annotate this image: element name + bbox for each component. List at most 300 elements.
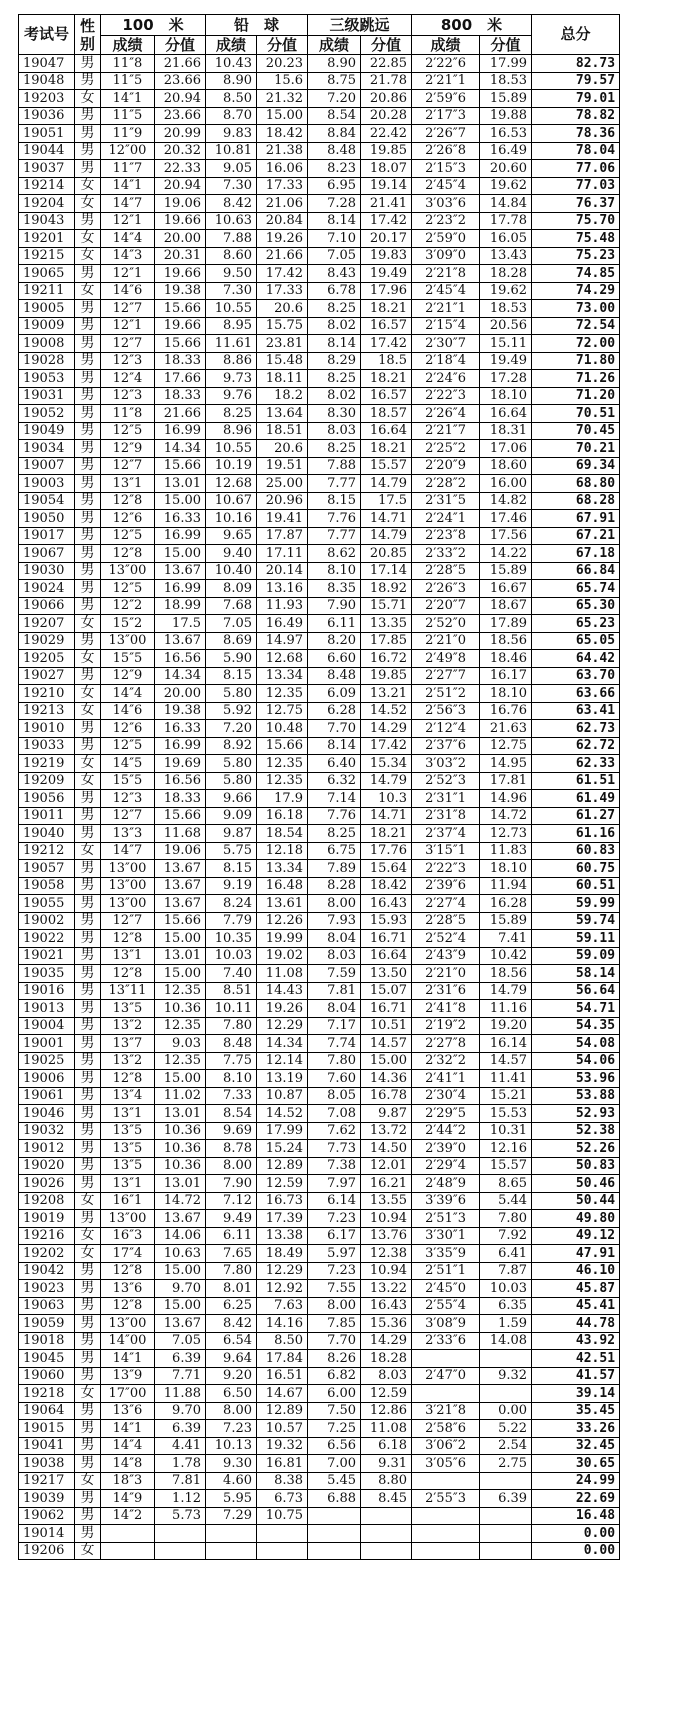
cell-r100: 14″1 bbox=[101, 90, 155, 108]
cell-sshot: 19.51 bbox=[257, 457, 308, 475]
cell-jump: 6.75 bbox=[308, 842, 361, 860]
cell-r800: 2′59″6 bbox=[412, 90, 480, 108]
cell-sjump: 14.71 bbox=[361, 510, 412, 528]
cell-shot: 9.19 bbox=[206, 877, 257, 895]
cell-r800: 2′21″0 bbox=[412, 632, 480, 650]
cell-sjump: 18.21 bbox=[361, 370, 412, 388]
cell-jump: 7.76 bbox=[308, 510, 361, 528]
cell-s100: 20.32 bbox=[155, 142, 206, 160]
cell-total: 59.99 bbox=[532, 895, 620, 913]
cell-r100: 12″7 bbox=[101, 807, 155, 825]
cell-sshot bbox=[257, 1542, 308, 1560]
cell-shot: 9.20 bbox=[206, 1367, 257, 1385]
cell-sex: 男 bbox=[75, 265, 101, 283]
table-row bbox=[19, 55, 620, 73]
cell-r100: 15″2 bbox=[101, 615, 155, 633]
cell-s800: 2.54 bbox=[480, 1437, 532, 1455]
cell-sjump: 14.79 bbox=[361, 772, 412, 790]
cell-id: 19020 bbox=[19, 1157, 75, 1175]
cell-r100: 12″5 bbox=[101, 527, 155, 545]
cell-s100: 13.01 bbox=[155, 1175, 206, 1193]
cell-r100: 12″8 bbox=[101, 965, 155, 983]
cell-sjump: 13.50 bbox=[361, 965, 412, 983]
cell-sex: 男 bbox=[75, 527, 101, 545]
cell-jump: 7.70 bbox=[308, 1332, 361, 1350]
cell-r100: 12″7 bbox=[101, 457, 155, 475]
header-100m: 100 米 bbox=[101, 15, 206, 36]
cell-shot: 6.50 bbox=[206, 1385, 257, 1403]
cell-sex: 女 bbox=[75, 1227, 101, 1245]
cell-id: 19021 bbox=[19, 947, 75, 965]
cell-sshot: 23.81 bbox=[257, 335, 308, 353]
cell-id: 19043 bbox=[19, 212, 75, 230]
cell-sex: 男 bbox=[75, 930, 101, 948]
cell-r100: 12″4 bbox=[101, 370, 155, 388]
cell-s100: 15.00 bbox=[155, 1070, 206, 1088]
cell-r800: 2′51″3 bbox=[412, 1210, 480, 1228]
cell-id: 19031 bbox=[19, 387, 75, 405]
table-row bbox=[19, 1035, 620, 1053]
cell-shot: 8.24 bbox=[206, 895, 257, 913]
cell-sshot: 17.99 bbox=[257, 1122, 308, 1140]
cell-sshot: 12.92 bbox=[257, 1280, 308, 1298]
cell-sshot: 18.42 bbox=[257, 125, 308, 143]
cell-r100: 11″5 bbox=[101, 107, 155, 125]
cell-r800: 2′23″8 bbox=[412, 527, 480, 545]
cell-jump: 6.88 bbox=[308, 1490, 361, 1508]
cell-shot: 9.73 bbox=[206, 370, 257, 388]
cell-id: 19014 bbox=[19, 1525, 75, 1543]
cell-total: 75.48 bbox=[532, 230, 620, 248]
cell-total: 44.78 bbox=[532, 1315, 620, 1333]
cell-s100: 13.67 bbox=[155, 1210, 206, 1228]
cell-s100: 15.66 bbox=[155, 807, 206, 825]
cell-s800 bbox=[480, 1350, 532, 1368]
cell-jump: 8.25 bbox=[308, 825, 361, 843]
cell-sex: 女 bbox=[75, 1385, 101, 1403]
cell-sex: 女 bbox=[75, 755, 101, 773]
cell-total: 79.57 bbox=[532, 72, 620, 90]
cell-shot: 5.80 bbox=[206, 772, 257, 790]
cell-s800: 2.75 bbox=[480, 1455, 532, 1473]
cell-sjump: 15.07 bbox=[361, 982, 412, 1000]
cell-shot: 8.00 bbox=[206, 1402, 257, 1420]
table-row bbox=[19, 702, 620, 720]
cell-shot: 8.42 bbox=[206, 195, 257, 213]
cell-r800: 2′31″5 bbox=[412, 492, 480, 510]
cell-s800: 14.57 bbox=[480, 1052, 532, 1070]
cell-sshot: 13.16 bbox=[257, 580, 308, 598]
cell-shot: 8.54 bbox=[206, 1105, 257, 1123]
cell-shot: 7.05 bbox=[206, 615, 257, 633]
cell-s800: 12.75 bbox=[480, 737, 532, 755]
cell-sjump: 18.07 bbox=[361, 160, 412, 178]
cell-s800: 11.16 bbox=[480, 1000, 532, 1018]
cell-s800: 11.94 bbox=[480, 877, 532, 895]
cell-r100: 11″9 bbox=[101, 125, 155, 143]
cell-s100: 19.66 bbox=[155, 265, 206, 283]
cell-total: 79.01 bbox=[532, 90, 620, 108]
cell-s800 bbox=[480, 1385, 532, 1403]
cell-shot: 10.16 bbox=[206, 510, 257, 528]
cell-shot: 10.63 bbox=[206, 212, 257, 230]
cell-sshot: 20.23 bbox=[257, 55, 308, 73]
cell-r800: 2′26″8 bbox=[412, 142, 480, 160]
cell-jump: 7.70 bbox=[308, 720, 361, 738]
cell-total: 52.93 bbox=[532, 1105, 620, 1123]
cell-sshot: 20.96 bbox=[257, 492, 308, 510]
cell-s800: 17.06 bbox=[480, 440, 532, 458]
cell-sex: 男 bbox=[75, 160, 101, 178]
cell-sjump: 21.78 bbox=[361, 72, 412, 90]
cell-shot: 8.42 bbox=[206, 1315, 257, 1333]
cell-total: 56.64 bbox=[532, 982, 620, 1000]
cell-r800: 2′26″3 bbox=[412, 580, 480, 598]
cell-total: 67.18 bbox=[532, 545, 620, 563]
cell-s100: 16.99 bbox=[155, 527, 206, 545]
cell-total: 45.41 bbox=[532, 1297, 620, 1315]
cell-id: 19038 bbox=[19, 1455, 75, 1473]
cell-r100: 13″5 bbox=[101, 1000, 155, 1018]
cell-shot: 7.79 bbox=[206, 912, 257, 930]
cell-r100: 18″3 bbox=[101, 1472, 155, 1490]
cell-id: 19008 bbox=[19, 335, 75, 353]
table-row bbox=[19, 125, 620, 143]
cell-shot: 7.40 bbox=[206, 965, 257, 983]
cell-jump: 8.62 bbox=[308, 545, 361, 563]
cell-sex: 男 bbox=[75, 1350, 101, 1368]
cell-shot: 7.80 bbox=[206, 1017, 257, 1035]
table-row bbox=[19, 1367, 620, 1385]
table-row bbox=[19, 317, 620, 335]
cell-total: 67.91 bbox=[532, 510, 620, 528]
cell-sshot: 7.63 bbox=[257, 1297, 308, 1315]
cell-r100: 12″5 bbox=[101, 737, 155, 755]
cell-s100: 22.33 bbox=[155, 160, 206, 178]
cell-total: 50.46 bbox=[532, 1175, 620, 1193]
cell-id: 19009 bbox=[19, 317, 75, 335]
table-row bbox=[19, 720, 620, 738]
cell-sshot: 14.97 bbox=[257, 632, 308, 650]
cell-s800 bbox=[480, 1525, 532, 1543]
cell-id: 19047 bbox=[19, 55, 75, 73]
cell-r800: 3′30″1 bbox=[412, 1227, 480, 1245]
cell-sjump: 17.76 bbox=[361, 842, 412, 860]
cell-r800: 3′03″6 bbox=[412, 195, 480, 213]
cell-total: 59.11 bbox=[532, 930, 620, 948]
cell-r100: 12″8 bbox=[101, 1297, 155, 1315]
cell-shot: 8.92 bbox=[206, 737, 257, 755]
cell-sjump: 10.3 bbox=[361, 790, 412, 808]
cell-s800: 12.73 bbox=[480, 825, 532, 843]
cell-shot: 9.83 bbox=[206, 125, 257, 143]
cell-s800: 18.56 bbox=[480, 965, 532, 983]
cell-r100: 13″1 bbox=[101, 475, 155, 493]
cell-shot: 4.60 bbox=[206, 1472, 257, 1490]
cell-s800: 18.10 bbox=[480, 860, 532, 878]
cell-s800: 7.87 bbox=[480, 1262, 532, 1280]
cell-r800: 2′52″4 bbox=[412, 930, 480, 948]
cell-r800: 2′26″4 bbox=[412, 405, 480, 423]
cell-sjump: 19.85 bbox=[361, 142, 412, 160]
cell-r100: 12″8 bbox=[101, 492, 155, 510]
cell-sshot: 15.48 bbox=[257, 352, 308, 370]
cell-total: 54.35 bbox=[532, 1017, 620, 1035]
cell-s100: 10.36 bbox=[155, 1000, 206, 1018]
cell-jump: 6.28 bbox=[308, 702, 361, 720]
cell-sex: 女 bbox=[75, 90, 101, 108]
cell-r100: 14″6 bbox=[101, 282, 155, 300]
cell-id: 19027 bbox=[19, 667, 75, 685]
cell-s800: 8.65 bbox=[480, 1175, 532, 1193]
cell-sjump: 17.5 bbox=[361, 492, 412, 510]
cell-r100: 14″1 bbox=[101, 177, 155, 195]
cell-r800: 3′39″6 bbox=[412, 1192, 480, 1210]
cell-id: 19036 bbox=[19, 107, 75, 125]
table-row bbox=[19, 335, 620, 353]
cell-s100: 14.72 bbox=[155, 1192, 206, 1210]
cell-sshot: 17.33 bbox=[257, 177, 308, 195]
cell-id: 19040 bbox=[19, 825, 75, 843]
cell-r100: 14″1 bbox=[101, 1350, 155, 1368]
cell-id: 19212 bbox=[19, 842, 75, 860]
table-row bbox=[19, 1402, 620, 1420]
cell-s100: 18.99 bbox=[155, 597, 206, 615]
cell-sshot: 20.14 bbox=[257, 562, 308, 580]
cell-id: 19004 bbox=[19, 1017, 75, 1035]
cell-sshot: 12.89 bbox=[257, 1157, 308, 1175]
cell-r100: 11″8 bbox=[101, 405, 155, 423]
cell-sex: 男 bbox=[75, 1402, 101, 1420]
cell-sjump: 14.79 bbox=[361, 475, 412, 493]
cell-sshot: 15.00 bbox=[257, 107, 308, 125]
cell-s100: 19.66 bbox=[155, 212, 206, 230]
cell-id: 19048 bbox=[19, 72, 75, 90]
cell-jump: 8.02 bbox=[308, 387, 361, 405]
cell-s800 bbox=[480, 1542, 532, 1560]
cell-id: 19026 bbox=[19, 1175, 75, 1193]
cell-id: 19055 bbox=[19, 895, 75, 913]
cell-sjump: 18.28 bbox=[361, 1350, 412, 1368]
cell-s100: 15.66 bbox=[155, 457, 206, 475]
cell-r800: 3′15″1 bbox=[412, 842, 480, 860]
cell-sjump: 16.71 bbox=[361, 1000, 412, 1018]
cell-s100: 1.12 bbox=[155, 1490, 206, 1508]
table-row bbox=[19, 195, 620, 213]
cell-shot bbox=[206, 1542, 257, 1560]
cell-shot: 6.11 bbox=[206, 1227, 257, 1245]
table-row bbox=[19, 510, 620, 528]
cell-sjump: 16.21 bbox=[361, 1175, 412, 1193]
cell-sex: 女 bbox=[75, 772, 101, 790]
cell-id: 19010 bbox=[19, 720, 75, 738]
cell-sshot: 16.81 bbox=[257, 1455, 308, 1473]
cell-sex: 男 bbox=[75, 825, 101, 843]
cell-s100: 16.99 bbox=[155, 737, 206, 755]
cell-sshot: 21.66 bbox=[257, 247, 308, 265]
cell-r800: 2′52″3 bbox=[412, 772, 480, 790]
cell-r800: 2′30″4 bbox=[412, 1087, 480, 1105]
cell-total: 62.73 bbox=[532, 720, 620, 738]
cell-s800: 18.53 bbox=[480, 72, 532, 90]
cell-id: 19007 bbox=[19, 457, 75, 475]
cell-s100: 17.5 bbox=[155, 615, 206, 633]
cell-sshot: 17.11 bbox=[257, 545, 308, 563]
cell-sjump: 16.57 bbox=[361, 387, 412, 405]
cell-total: 78.36 bbox=[532, 125, 620, 143]
cell-sjump: 18.92 bbox=[361, 580, 412, 598]
score-table-sheet bbox=[18, 14, 619, 1560]
cell-shot: 10.67 bbox=[206, 492, 257, 510]
cell-sjump: 20.17 bbox=[361, 230, 412, 248]
cell-r800: 2′21″1 bbox=[412, 72, 480, 90]
cell-sjump: 13.72 bbox=[361, 1122, 412, 1140]
cell-jump: 7.81 bbox=[308, 982, 361, 1000]
cell-sshot: 19.02 bbox=[257, 947, 308, 965]
cell-jump: 7.14 bbox=[308, 790, 361, 808]
cell-r100: 12″8 bbox=[101, 930, 155, 948]
table-row bbox=[19, 930, 620, 948]
cell-sshot: 13.19 bbox=[257, 1070, 308, 1088]
cell-id: 19057 bbox=[19, 860, 75, 878]
cell-sjump: 22.85 bbox=[361, 55, 412, 73]
cell-sjump: 14.79 bbox=[361, 527, 412, 545]
cell-shot: 5.75 bbox=[206, 842, 257, 860]
cell-jump: 6.60 bbox=[308, 650, 361, 668]
cell-s800: 15.21 bbox=[480, 1087, 532, 1105]
cell-jump: 6.78 bbox=[308, 282, 361, 300]
cell-total: 54.08 bbox=[532, 1035, 620, 1053]
cell-jump bbox=[308, 1525, 361, 1543]
cell-jump: 7.74 bbox=[308, 1035, 361, 1053]
cell-id: 19042 bbox=[19, 1262, 75, 1280]
cell-sex: 女 bbox=[75, 247, 101, 265]
cell-total: 50.83 bbox=[532, 1157, 620, 1175]
cell-s100: 10.63 bbox=[155, 1245, 206, 1263]
cell-jump: 8.23 bbox=[308, 160, 361, 178]
cell-total: 54.71 bbox=[532, 1000, 620, 1018]
cell-s100: 20.94 bbox=[155, 177, 206, 195]
cell-s100: 11.02 bbox=[155, 1087, 206, 1105]
cell-shot: 10.40 bbox=[206, 562, 257, 580]
cell-r800: 3′09″0 bbox=[412, 247, 480, 265]
cell-id: 19006 bbox=[19, 1070, 75, 1088]
cell-sshot: 16.06 bbox=[257, 160, 308, 178]
cell-r100: 12″2 bbox=[101, 597, 155, 615]
cell-id: 19202 bbox=[19, 1245, 75, 1263]
cell-shot: 8.51 bbox=[206, 982, 257, 1000]
cell-jump: 7.28 bbox=[308, 195, 361, 213]
cell-jump: 7.80 bbox=[308, 1052, 361, 1070]
cell-s800: 11.41 bbox=[480, 1070, 532, 1088]
table-row bbox=[19, 1525, 620, 1543]
cell-shot: 7.33 bbox=[206, 1087, 257, 1105]
cell-s100: 23.66 bbox=[155, 72, 206, 90]
cell-sjump: 16.57 bbox=[361, 317, 412, 335]
cell-total: 71.80 bbox=[532, 352, 620, 370]
cell-s800: 5.44 bbox=[480, 1192, 532, 1210]
table-row bbox=[19, 265, 620, 283]
cell-r800: 2′58″6 bbox=[412, 1420, 480, 1438]
cell-total: 22.69 bbox=[532, 1490, 620, 1508]
cell-r100: 12″6 bbox=[101, 720, 155, 738]
cell-id: 19030 bbox=[19, 562, 75, 580]
table-row bbox=[19, 895, 620, 913]
cell-jump: 8.48 bbox=[308, 667, 361, 685]
cell-jump: 6.00 bbox=[308, 1385, 361, 1403]
cell-r100: 13″1 bbox=[101, 1175, 155, 1193]
cell-shot: 8.15 bbox=[206, 860, 257, 878]
cell-shot: 8.10 bbox=[206, 1070, 257, 1088]
cell-jump: 7.20 bbox=[308, 90, 361, 108]
cell-r100: 13″3 bbox=[101, 825, 155, 843]
table-row bbox=[19, 1262, 620, 1280]
table-row bbox=[19, 1455, 620, 1473]
cell-id: 19051 bbox=[19, 125, 75, 143]
table-row bbox=[19, 1332, 620, 1350]
cell-s100: 14.06 bbox=[155, 1227, 206, 1245]
cell-sex: 男 bbox=[75, 107, 101, 125]
cell-sex: 女 bbox=[75, 615, 101, 633]
cell-sshot: 15.6 bbox=[257, 72, 308, 90]
table-row bbox=[19, 1017, 620, 1035]
cell-sex: 男 bbox=[75, 737, 101, 755]
cell-s100: 7.71 bbox=[155, 1367, 206, 1385]
cell-id: 19035 bbox=[19, 965, 75, 983]
cell-total: 62.33 bbox=[532, 755, 620, 773]
cell-sjump: 18.57 bbox=[361, 405, 412, 423]
cell-jump: 7.59 bbox=[308, 965, 361, 983]
cell-sex: 男 bbox=[75, 352, 101, 370]
cell-s800: 18.28 bbox=[480, 265, 532, 283]
table-row bbox=[19, 1000, 620, 1018]
cell-r800: 3′21″8 bbox=[412, 1402, 480, 1420]
table-row bbox=[19, 650, 620, 668]
cell-sex: 男 bbox=[75, 545, 101, 563]
cell-s800: 17.46 bbox=[480, 510, 532, 528]
cell-s100: 13.67 bbox=[155, 632, 206, 650]
cell-jump: 8.00 bbox=[308, 895, 361, 913]
cell-id: 19214 bbox=[19, 177, 75, 195]
header-shot-score: 分值 bbox=[257, 36, 308, 55]
table-header bbox=[19, 15, 620, 55]
cell-s800: 14.84 bbox=[480, 195, 532, 213]
table-row bbox=[19, 1105, 620, 1123]
cell-sjump bbox=[361, 1542, 412, 1560]
cell-sex: 男 bbox=[75, 440, 101, 458]
cell-shot: 7.30 bbox=[206, 177, 257, 195]
cell-s100: 16.56 bbox=[155, 772, 206, 790]
cell-sshot: 16.18 bbox=[257, 807, 308, 825]
cell-shot: 9.05 bbox=[206, 160, 257, 178]
cell-s100: 18.33 bbox=[155, 352, 206, 370]
table-row bbox=[19, 667, 620, 685]
cell-jump: 8.04 bbox=[308, 930, 361, 948]
cell-r100: 14″2 bbox=[101, 1507, 155, 1525]
cell-sex: 男 bbox=[75, 877, 101, 895]
cell-s800: 15.57 bbox=[480, 1157, 532, 1175]
cell-sex: 男 bbox=[75, 335, 101, 353]
table-row bbox=[19, 300, 620, 318]
cell-id: 19015 bbox=[19, 1420, 75, 1438]
cell-s800: 17.81 bbox=[480, 772, 532, 790]
cell-sex: 女 bbox=[75, 1542, 101, 1560]
cell-s100: 15.00 bbox=[155, 492, 206, 510]
cell-sex: 男 bbox=[75, 580, 101, 598]
cell-total: 54.06 bbox=[532, 1052, 620, 1070]
cell-total: 63.70 bbox=[532, 667, 620, 685]
cell-shot: 9.09 bbox=[206, 807, 257, 825]
